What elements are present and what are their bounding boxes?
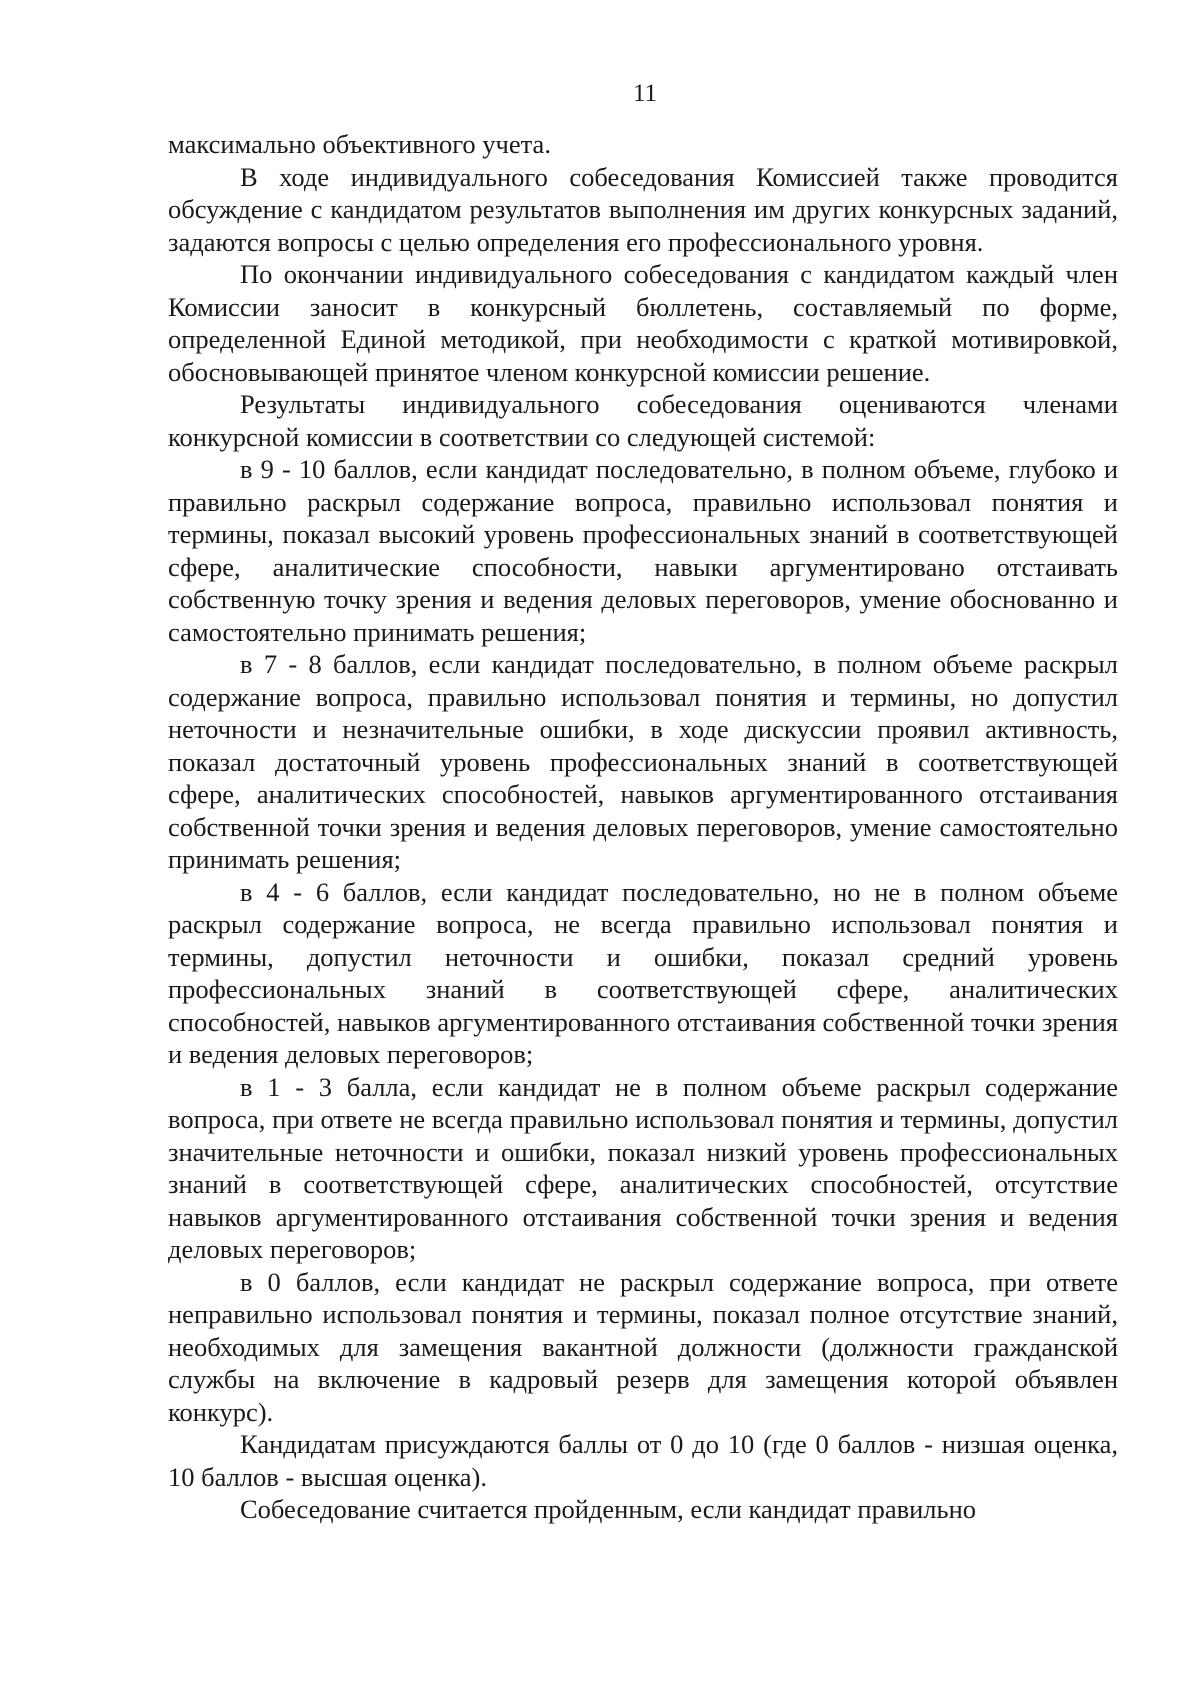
- paragraph-ballot: По окончании индивидуального собеседования с кандидатом каждый член Комиссии заносит в конкурсный бюллетень, составляемый по форме, определенной Единой методикой, при необходимости с краткой мотивировкой, обосновывающей принятое членом конкурсной комиссии решение.: [168, 259, 1118, 387]
- paragraph-score-9-10: в 9 - 10 баллов, если кандидат последовательно, в полном объеме, глубоко и правильно раскрыл содержание вопроса, правильно использовал понятия и термины, показал высокий уровень профессиональных знаний в соответствующей сфере, аналитические способности, навыки аргументировано отстаивать собственную точку зрения и ведения деловых переговоров, умение обоснованно и самостоятельно принимать решения;: [168, 454, 1118, 647]
- paragraph-score-7-8: в 7 - 8 баллов, если кандидат последовательно, в полном объеме раскрыл содержание вопроса, правильно использовал понятия и термины, но допустил неточности и незначительные ошибки, в ходе дискуссии проявил активность, показал достаточный уровень профессиональных знаний в соответствующей сфере, аналитических способностей, навыков аргументированного отстаивания собственной точки зрения и ведения деловых переговоров, умение самостоятельно принимать решения;: [168, 649, 1118, 874]
- paragraph-score-range: Кандидатам присуждаются баллы от 0 до 10 (где 0 баллов - низшая оценка, 10 баллов - высшая оценка).: [168, 1429, 1118, 1492]
- page-number: 11: [632, 80, 658, 107]
- paragraph-interview-passed: Собеседование считается пройденным, если кандидат правильно: [240, 1494, 977, 1524]
- paragraph-continuation: максимально объективного учета.: [168, 129, 551, 159]
- document-body: [168, 128, 1118, 1526]
- paragraph-score-1-3: в 1 - 3 балла, если кандидат не в полном объеме раскрыл содержание вопроса, при ответе не всегда правильно использовал понятия и термины, допустил значительные неточности и ошибки, показал низкий уровень профессиональных знаний в соответствующей сфере, аналитических способностей, отсутствие навыков аргументированного отстаивания собственной точки зрения и ведения деловых переговоров;: [168, 1071, 1118, 1264]
- paragraph-interview-discussion: В ходе индивидуального собеседования Комиссией также проводится обсуждение с кандидатом результатов выполнения им других конкурсных заданий, задаются вопросы с целью определения его профессионального уровня.: [168, 161, 1118, 257]
- paragraph-scoring-system: Результаты индивидуального собеседования оцениваются членами конкурсной комиссии в соответствии со следующей системой:: [168, 389, 1118, 452]
- paragraph-score-4-6: в 4 - 6 баллов, если кандидат последовательно, но не в полном объеме раскрыл содержание вопроса, не всегда правильно использовал понятия и термины, допустил неточности и ошибки, показал средний уровень профессиональных знаний в соответствующей сфере, аналитических способностей, навыков аргументированного отстаивания собственной точки зрения и ведения деловых переговоров;: [168, 876, 1118, 1069]
- paragraph-score-0: в 0 баллов, если кандидат не раскрыл содержание вопроса, при ответе неправильно использовал понятия и термины, показал полное отсутствие знаний, необходимых для замещения вакантной должности (должности гражданской службы на включение в кадровый резерв для замещения которой объявлен конкурс).: [168, 1266, 1118, 1427]
